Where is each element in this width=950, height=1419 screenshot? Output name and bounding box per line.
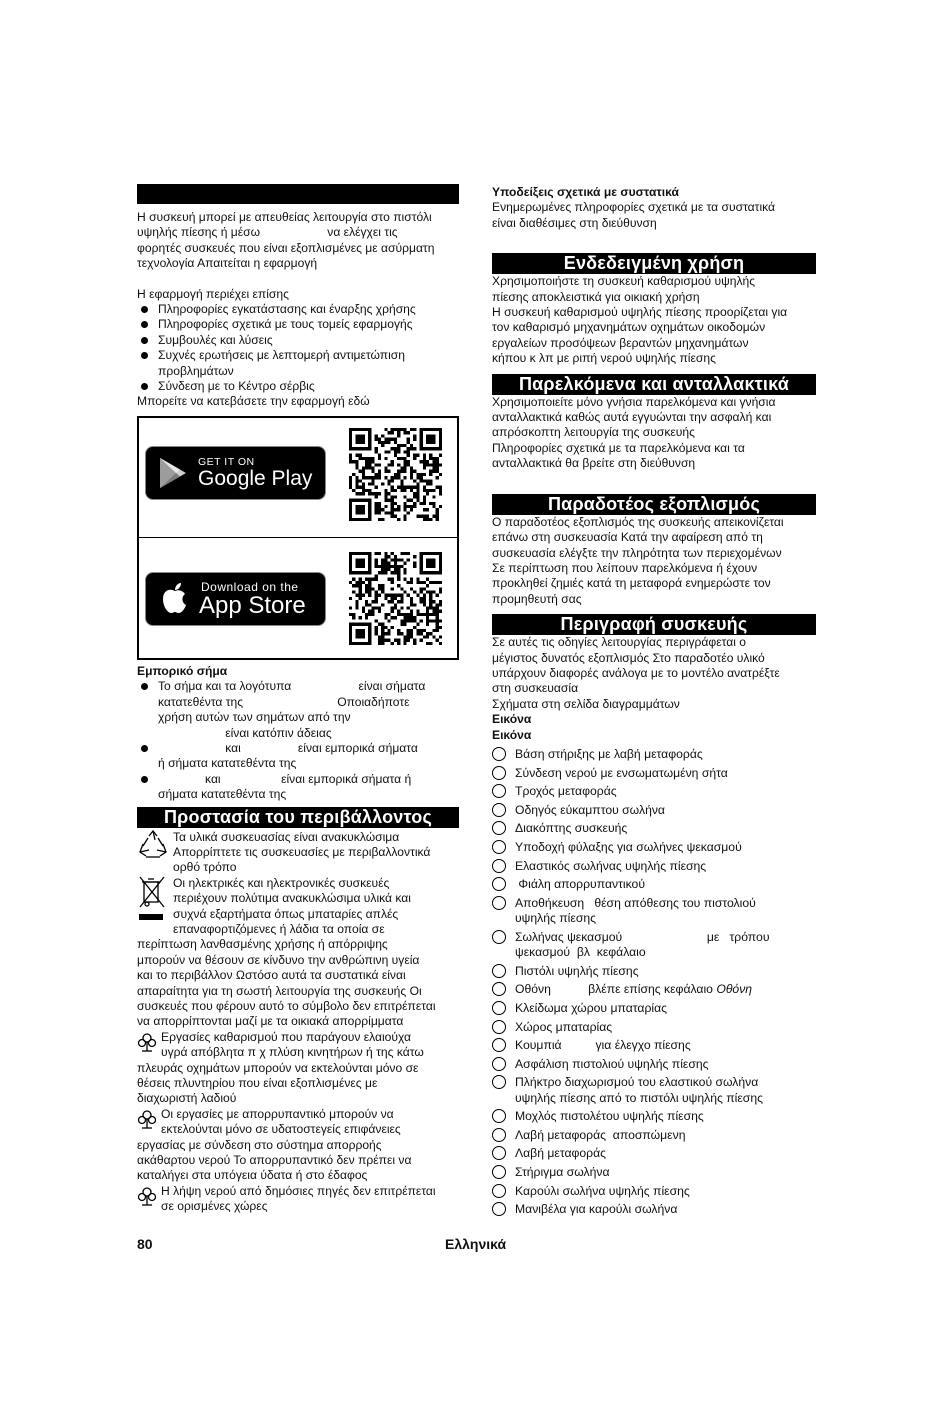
intro-line: Η συσκευή μπορεί με απευθείας λειτουργία στο πιστόλι [137,210,432,224]
app-store-qr-code [349,552,442,645]
figure-label: Εικόνα [492,712,532,727]
weee-line: και το περιβάλλον Ωστόσο αυτά τα συστατικά είναι [137,968,406,983]
part-line: υψηλής πίεσης [515,911,596,926]
part-line: Κλείδωμα χώρου μπαταρίας [515,1000,668,1015]
list-item [492,1001,816,1016]
callout-circle-icon [492,840,506,854]
apple-icon [160,581,190,615]
part-line: Αποθήκευση θέση απόθεσης του πιστολιού [515,895,756,910]
environment-tree-icon [137,1186,157,1206]
app-store-row [139,538,457,657]
scope-heading: Παραδοτέος εξοπλισμός [492,494,816,515]
badge-small-text: GET IT ON [198,455,255,468]
part-line: Πλήκτρο διαχωρισμού του ελαστικού σωλήνα [515,1075,759,1090]
callout-circle-icon [492,964,506,978]
weee-line: συσκευές που φέρουν αυτό το σύμβολο δεν επιτρέπεται [137,999,436,1013]
page-number: 80 [137,1236,153,1252]
list-item [492,747,816,762]
figure-label: Εικόνα [492,727,532,742]
weee-line: επαναφορτιζόμενες ή λάδια τα οποία σε [173,921,385,936]
part-line: Διακόπτης συσκευής [515,821,628,836]
description-line: μέγιστος δυνατός εξοπλισμός Στο παραδοτέο υλικό [492,650,765,665]
description-line: Σε αυτές τις οδηγίες λειτουργίας περιγράφεται ο [492,635,747,650]
cleaner-line: ακάθαρτου νερού Το απορρυπαντικό δεν πρέπει να [137,1153,412,1168]
description-line: Σχήματα στη σελίδα διαγραμμάτων [492,696,680,711]
list-item [492,840,816,855]
callout-circle-icon [492,1075,506,1089]
callout-circle-icon [492,1202,506,1216]
accessories-heading: Παρελκόμενα και ανταλλακτικά [492,374,816,395]
app-store-box [137,416,459,660]
scope-line: Ο παραδοτέος εξοπλισμός της συσκευής απεικονίζεται [492,514,784,529]
cleaner-line: εκτελούνται μόνο σε υδατοστεγείς επιφάνειες [161,1122,401,1137]
part-line: Ελαστικός σωλήνας υψηλής πίεσης [515,858,707,873]
callout-circle-icon [492,766,506,780]
trademark-line: ή σήματα κατατεθέντα της [158,756,297,771]
recycling-note [137,830,459,876]
callout-circle-icon [492,747,506,761]
google-play-badge[interactable] [145,446,326,500]
trademark-line: και είναι εμπορικά σήματα ή [158,771,412,786]
oil-line: υγρά απόβλητα π χ πλύση κινητήρων ή της κάτω [161,1045,424,1060]
intro-line: φορητές συσκευές που είναι εξοπλισμένες με ασύρματη [137,240,435,255]
intended-use-line: εργαλείων προσόψεων βεραντών μηχανημάτων [492,335,749,350]
callout-circle-icon [492,1057,506,1071]
environment-tree-icon [137,1032,157,1052]
scope-line: Σε περίπτωση που λείπουν παρελκόμενα ή έχουν [492,560,758,575]
water-line: σε ορισμένες χώρες [161,1199,268,1214]
callout-circle-icon [492,1146,506,1160]
list-item [492,1184,816,1199]
list-item: Συχνές ερωτήσεις με λεπτομερή αντιμετώπιση προβλημάτων [137,348,433,379]
download-here-text: Μπορείτε να κατεβάσετε την εφαρμογή εδώ [137,394,370,409]
callout-circle-icon [492,877,506,891]
intended-use-line: Η συσκευή καθαρισμού υψηλής πίεσης προορίζεται για [492,305,788,320]
trademark-list [137,679,459,802]
oil-note [137,1030,459,1061]
recycling-line: ορθό τρόπο [173,860,237,875]
part-line: Λαβή μεταφοράς [515,1146,607,1161]
part-line: Υποδοχή φύλαξης για σωλήνες ψεκασμού [515,839,742,854]
part-line: Σωλήνας ψεκασμού με τρόπου [515,929,770,944]
description-line: στη συσκευασία [492,681,579,696]
callout-circle-icon [492,821,506,835]
left-column [137,184,459,1215]
list-item [492,1020,816,1035]
accessories-line: Πληροφορίες σχετικά με τα παρελκόμενα και τα [492,440,745,455]
intended-use-line: τον καθαρισμό μηχανημάτων οχημάτων οικοδομών [492,320,766,335]
list-item [492,784,816,799]
weee-line: μπορούν να θέσουν σε κίνδυνο την ανθρώπινη υγεία [137,952,420,967]
list-item [492,1057,816,1072]
trademark-line: χρήση αυτών των σημάτων από την [158,710,351,725]
list-item [492,1109,816,1124]
list-item [492,964,816,979]
accessories-line: απρόσκοπτη λειτουργία της συσκευής [492,425,695,440]
oil-line: διαχωριστή λαδιού [137,1091,237,1106]
recycling-line: Τα υλικά συσκευασίας είναι ανακυκλώσιμα [173,829,400,844]
weee-line: Οι ηλεκτρικές και ηλεκτρονικές συσκευές [173,875,390,890]
app-features-list [137,302,459,394]
callout-circle-icon [492,1184,506,1198]
trademark-line: Το σήμα και τα λογότυπα είναι σήματα [158,679,426,694]
intro-line: τεχνολογία Απαιτείται η εφαρμογή [137,256,318,271]
components-heading: Υποδείξεις σχετικά με συστατικά [492,185,679,199]
trademark-line: και είναι εμπορικά σήματα [158,740,418,755]
list-item [137,772,459,803]
list-item [137,741,459,772]
part-line: Σύνδεση νερού με ενσωματωμένη σήτα [515,765,728,780]
part-line: Οδηγός εύκαμπτου σωλήνα [515,802,665,817]
water-line: Η λήψη νερού από δημόσιες πηγές δεν επιτρέπεται [161,1183,436,1198]
part-line: Οθόνη βλέπε επίσης κεφάλαιο [515,982,717,997]
parts-list [492,747,816,1218]
part-line: Πιστόλι υψηλής πίεσης [515,963,639,978]
weee-line: περίπτωση λανθασμένης χρήσης ή απόρριψης [137,937,388,952]
weee-note [137,876,459,938]
scope-line: προκληθεί ζημιές κατά τη μεταφορά ενημερώστε τον [492,576,771,591]
section-heading-bar-empty [137,184,459,204]
recycling-line: Απορρίπτετε τις συσκευασίες με περιβαλλοντικά [173,844,431,859]
list-item [492,930,816,961]
environment-tree-icon [137,1109,157,1129]
list-item [492,766,816,781]
list-item [492,1075,816,1106]
part-line: Τροχός μεταφοράς [515,784,617,799]
list-item [492,1165,816,1180]
callout-circle-icon [492,1165,506,1179]
list-item [492,982,816,997]
weee-line: περιέχουν πολύτιμα ανακυκλώσιμα υλικά και [173,891,411,906]
crossed-bin-icon [137,876,167,922]
list-item [492,896,816,927]
accessories-line: Χρησιμοποιείτε μόνο γνήσια παρελκόμενα και γνήσια [492,394,776,409]
cleaner-line: εργασίας με σύνδεση στο σύστημα απορροής [137,1137,382,1152]
right-column [492,185,816,1221]
components-line: είναι διαθέσιμες στη διεύθυνση [492,215,657,230]
display-reference: Οθόνη [716,982,753,997]
components-line: Ενημερωμένες πληροφορίες σχετικά με τα συστατικά [492,200,776,215]
trademark-heading: Εμπορικό σήμα [137,663,228,678]
list-item [492,1128,816,1143]
callout-circle-icon [492,896,506,910]
callout-circle-icon [492,784,506,798]
callout-circle-icon [492,803,506,817]
part-line: Μανιβέλα για καρούλι σωλήνα [515,1202,678,1217]
part-line: υψηλής πίεσης από το πιστόλι υψηλής πίεσης [515,1090,763,1105]
oil-line: Εργασίες καθαρισμού που παράγουν ελαιούχα [161,1029,412,1044]
intended-use-heading: Ενδεδειγμένη χρήση [492,253,816,274]
badge-small-text: Download on the [201,579,299,594]
list-item: Πληροφορίες εγκατάστασης και έναρξης χρήσης [137,302,459,317]
list-item: Σύνδεση με το Κέντρο σέρβις [137,379,459,394]
part-line: Στήριγμα σωλήνα [515,1165,610,1180]
intended-use-line: Χρησιμοποιήστε τη συσκευή καθαρισμού υψηλής [492,274,756,289]
app-store-badge[interactable] [145,572,326,626]
list-item [492,821,816,836]
cleaner-line: Οι εργασίες με απορρυπαντικό μπορούν να [161,1106,394,1121]
list-item [492,1038,816,1053]
intended-use-line: κήπου κ λπ με ριπή νερού υψηλής πίεσης [492,351,716,366]
list-item: Πληροφορίες σχετικά με τους τομείς εφαρμογής [137,317,459,332]
badge-big-text: Google Play [198,466,313,490]
weee-line: απαραίτητα για τη σωστή λειτουργία της συσκευής Οι [137,983,422,998]
oil-line: πλευράς οχημάτων μπορούν να εκτελούνται μόνο σε [137,1060,419,1075]
scope-line: επάνω στη συσκευασία Κατά την αφαίρεση από τη [492,530,763,545]
part-line: Φιάλη απορρυπαντικού [515,877,645,892]
callout-circle-icon [492,1128,506,1142]
callout-circle-icon [492,1020,506,1034]
scope-line: συσκευασία ελέγξτε την πληρότητα των περιεχομένων [492,545,782,560]
callout-circle-icon [492,930,506,944]
part-line: Λαβή μεταφοράς αποσπώμενη [515,1127,686,1142]
intended-use-line: πίεσης αποκλειστικά για οικιακή χρήση [492,289,700,304]
part-line: Μοχλός πιστολέτου υψηλής πίεσης [515,1109,704,1124]
description-line: υπάρχουν διαφορές ανάλογα με το μοντέλο ανατρέξτε [492,665,780,680]
weee-line: να απορρίπτονται μαζί με τα οικιακά απορρίμματα [137,1014,404,1029]
scope-line: προμηθευτή σας [492,591,582,606]
recycling-icon [137,830,169,864]
part-line: Κουμπιά για έλεγχο πίεσης [515,1038,691,1053]
part-line: Ασφάλιση πιστολιού υψηλής πίεσης [515,1056,709,1071]
oil-line: θέσεις πλυντηρίου που είναι εξοπλισμένες με [137,1076,378,1091]
callout-circle-icon [492,1038,506,1052]
cleaner-note [137,1107,459,1138]
list-item [492,877,816,892]
google-play-qr-code [349,428,442,521]
trademark-line: κατατεθέντα της Οποιαδήποτε [158,694,410,709]
badge-big-text: App Store [199,591,306,619]
trademark-line: είναι κατόπιν άδειας [158,725,332,740]
intro-line: υψηλής πίεσης ή μέσω να ελέγχει τις [137,225,398,240]
trademark-line: σήματα κατατεθέντα της [158,787,287,802]
part-line: Βάση στήριξης με λαβή μεταφοράς [515,746,703,761]
cleaner-line: καταλήγει στα υπόγεια ύδατα ή στο έδαφος [137,1168,368,1183]
callout-circle-icon [492,859,506,873]
environment-heading: Προστασία του περιβάλλοντος [137,807,459,828]
accessories-line: ανταλλακτικά θα βρείτε στη διεύθυνση [492,456,696,471]
list-item [492,803,816,818]
list-item [492,859,816,874]
callout-circle-icon [492,1001,506,1015]
callout-circle-icon [492,982,506,996]
description-heading: Περιγραφή συσκευής [492,614,816,635]
list-item [492,1146,816,1161]
weee-line: συχνά εξαρτήματα όπως μπαταρίες απλές [173,906,399,921]
google-play-icon [156,456,190,490]
part-line: ψεκασμού βλ κεφάλαιο [515,945,646,960]
language-label: Ελληνικά [445,1236,507,1252]
water-note [137,1184,459,1215]
accessories-line: ανταλλακτικά καθώς αυτά εγγυώνται την ασφαλή και [492,410,772,425]
list-item: Συμβουλές και λύσεις [137,333,459,348]
list-item [492,1202,816,1217]
app-contains-text: Η εφαρμογή περιέχει επίσης [137,286,289,301]
part-line: Καρούλι σωλήνα υψηλής πίεσης [515,1183,690,1198]
google-play-row [139,418,457,538]
part-line: Χώρος μπαταρίας [515,1019,613,1034]
callout-circle-icon [492,1109,506,1123]
list-item [137,679,459,741]
